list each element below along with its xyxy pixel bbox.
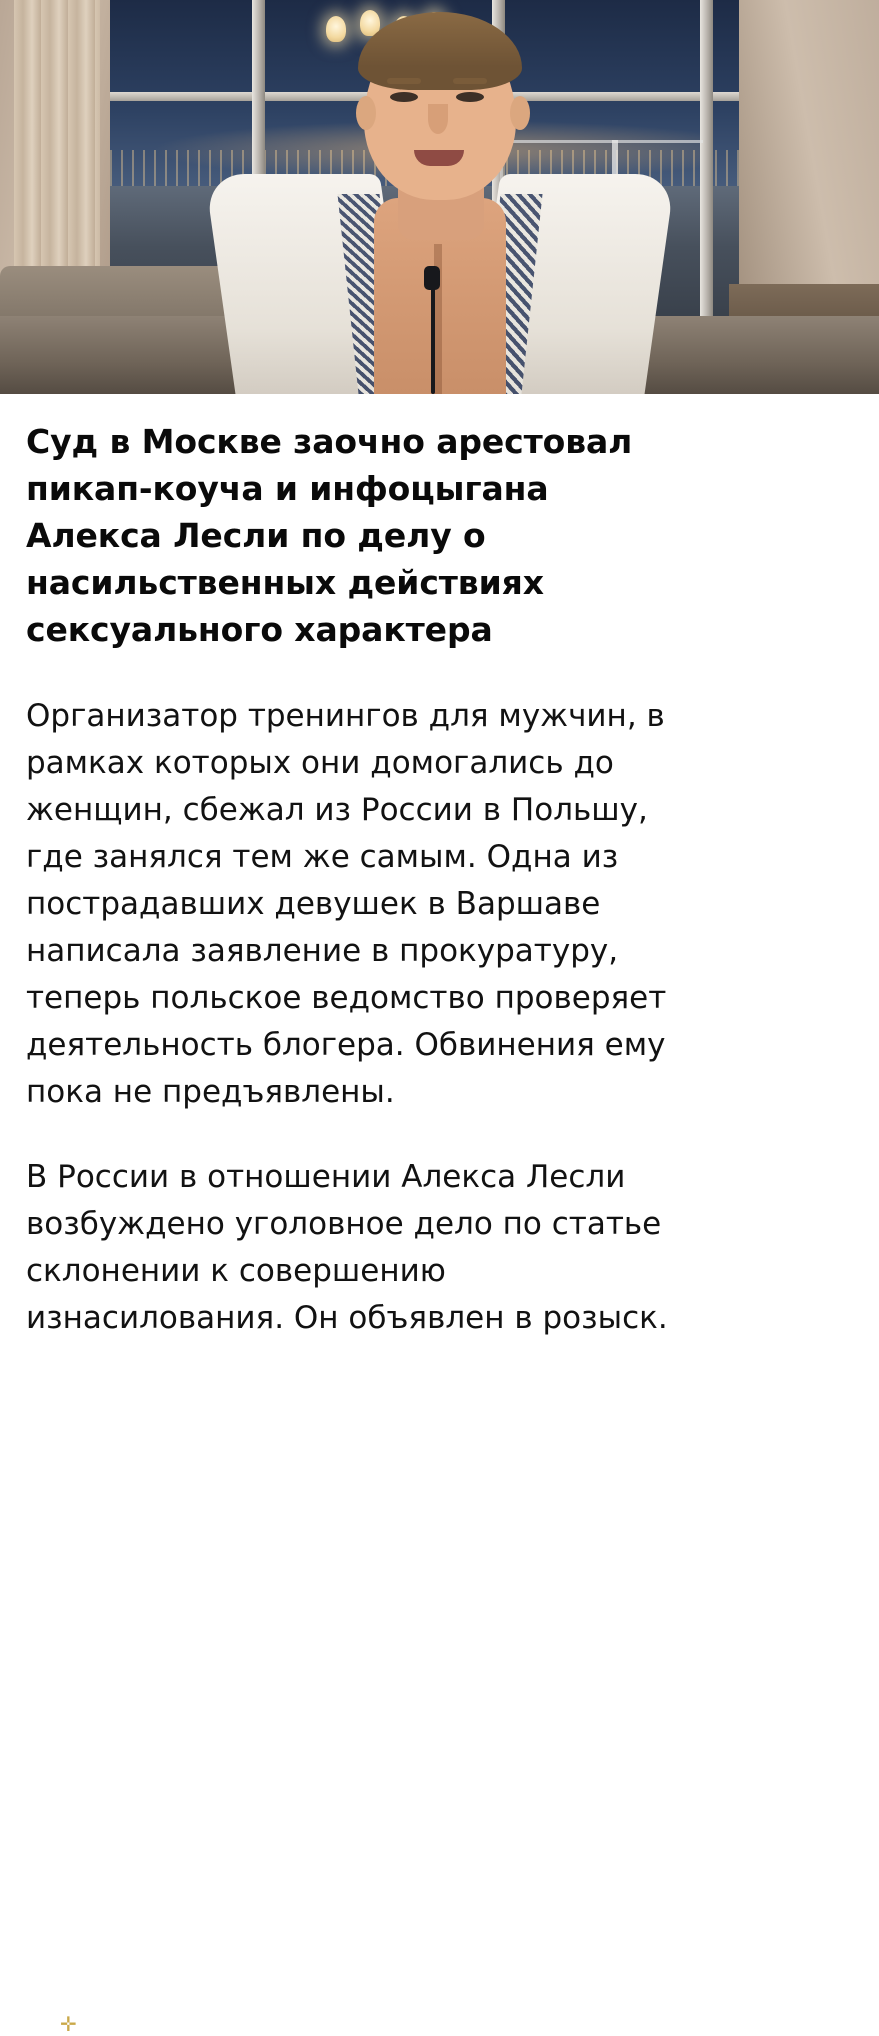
ear-right [510, 96, 530, 130]
nose [428, 104, 448, 134]
post-text [0, 394, 879, 1354]
eye-left [390, 92, 418, 102]
microphone-wire [431, 288, 435, 394]
person [238, 0, 642, 394]
page-title: Суд в Москве заочно арестовал пикап-коуча и инфоцыгана Алекса Лесли по делу о насильственных действиях сексуального характера [26, 422, 633, 649]
post-footer-space [0, 1354, 879, 2035]
eye-right [456, 92, 484, 102]
cursor-marker: ✛ [60, 2012, 77, 2036]
eyebrow-right [453, 78, 487, 84]
hair [358, 12, 522, 90]
eyebrow-left [387, 78, 421, 84]
ear-left [356, 96, 376, 130]
microphone-icon [424, 266, 440, 290]
thumbnail-scene [0, 0, 879, 394]
post-paragraph: Организатор тренингов для мужчин, в рамках которых они домогались до женщин, сбежал из России в Польшу, где занялся тем же самым. Одна из пострадавших девушек в Варшаве написала заявление в прокуратуру, теперь польское ведомство проверяет деятельность блогера. Обвинения ему пока не предъявлены. [26, 698, 667, 1110]
post-paragraph: В России в отношении Алекса Лесли возбуждено уголовное дело по статье склонении к совершению изнасилования. Он объявлен в розыск. [26, 1159, 668, 1336]
video-thumbnail[interactable] [0, 0, 879, 394]
